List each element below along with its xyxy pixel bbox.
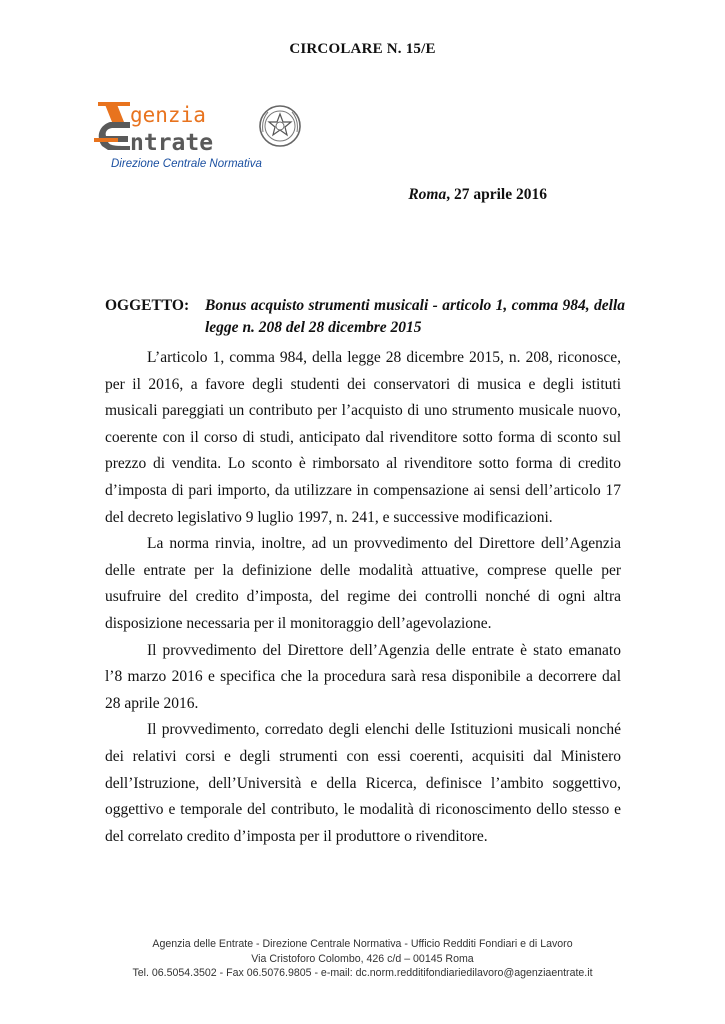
agenzia-entrate-logo (94, 98, 324, 178)
logo-orange-stripe-icon (94, 138, 118, 142)
footer-address: Via Cristoforo Colombo, 426 c/d – 00145 Roma (251, 952, 474, 965)
logo-wordmark-top: genzia (130, 103, 206, 127)
subject-text: Bonus acquisto strumenti musicali - articolo 1, comma 984, della legge n. 208 del 28 dicembre 2015 (205, 297, 625, 336)
body-paragraph: La norma rinvia, inoltre, ad un provvedimento del Direttore dell’Agenzia delle entrate per la definizione delle modalità attuative, comprese quelle per usufruire del credito d’imposta, del regime dei controlli nonché di ogni altra disposizione necessaria per il monitoraggio dell’agevolazione. (105, 535, 621, 632)
republic-emblem-icon (260, 106, 300, 146)
logo-subtitle: Direzione Centrale Normativa (111, 158, 262, 170)
subject-label: OGGETTO: (105, 297, 190, 314)
document-date (408, 186, 547, 204)
body-paragraph: Il provvedimento, corredato degli elenchi delle Istituzioni musicali nonché dei relativi corsi e degli strumenti con essi coerenti, acquisiti dal Ministero dell’Istruzione, dell’Università e della Ricerca, definisce l’ambito soggettivo, oggettivo e temporale del contributo, le modalità di riconoscimento dello stesso e del correlato credito d’imposta per il produttore o rivenditore. (105, 721, 621, 845)
logo-e-shape-icon (99, 122, 130, 150)
logo-wordmark-bottom: ntrate (130, 130, 214, 156)
body-paragraph: L’articolo 1, comma 984, della legge 28 dicembre 2015, n. 208, riconosce, per il 2016, a favore degli studenti dei conservatori di musica e degli istituti musicali pareggiati un contributo per l’acquisto di uno strumento musicale nuovo, coerente con il corso di studi, anticipato dal rivenditore sotto forma di sconto sul prezzo di vendita. Lo sconto è rimborsato al rivenditore sotto forma di credito d’imposta di pari importo, da utilizzare in compensazione ai sensi dell’articolo 17 del decreto legislativo 9 luglio 1997, n. 241, e successive modificazioni. (105, 349, 621, 526)
logo-wordmark (94, 98, 324, 158)
date-value: , 27 aprile 2016 (446, 186, 547, 203)
body-paragraph: Il provvedimento del Direttore dell’Agenzia delle entrate è stato emanato l’8 marzo 2016 e specifica che la procedura sarà resa disponibile a decorrere dal 28 aprile 2016. (105, 641, 621, 712)
logo-a-bar-icon (98, 102, 130, 106)
page-footer (0, 937, 725, 981)
footer-office: Agenzia delle Entrate - Direzione Centrale Normativa - Ufficio Redditi Fondiari e di Lavoro (152, 938, 573, 950)
circolare-number: CIRCOLARE N. 15/E (289, 41, 436, 57)
footer-contacts: Tel. 06.5054.3502 - Fax 06.5076.9805 - e-mail: dc.norm.redditifondiariedilavoro@agenziaentrate.it (132, 967, 593, 979)
body-text (105, 345, 621, 850)
date-city: Roma (408, 186, 447, 203)
